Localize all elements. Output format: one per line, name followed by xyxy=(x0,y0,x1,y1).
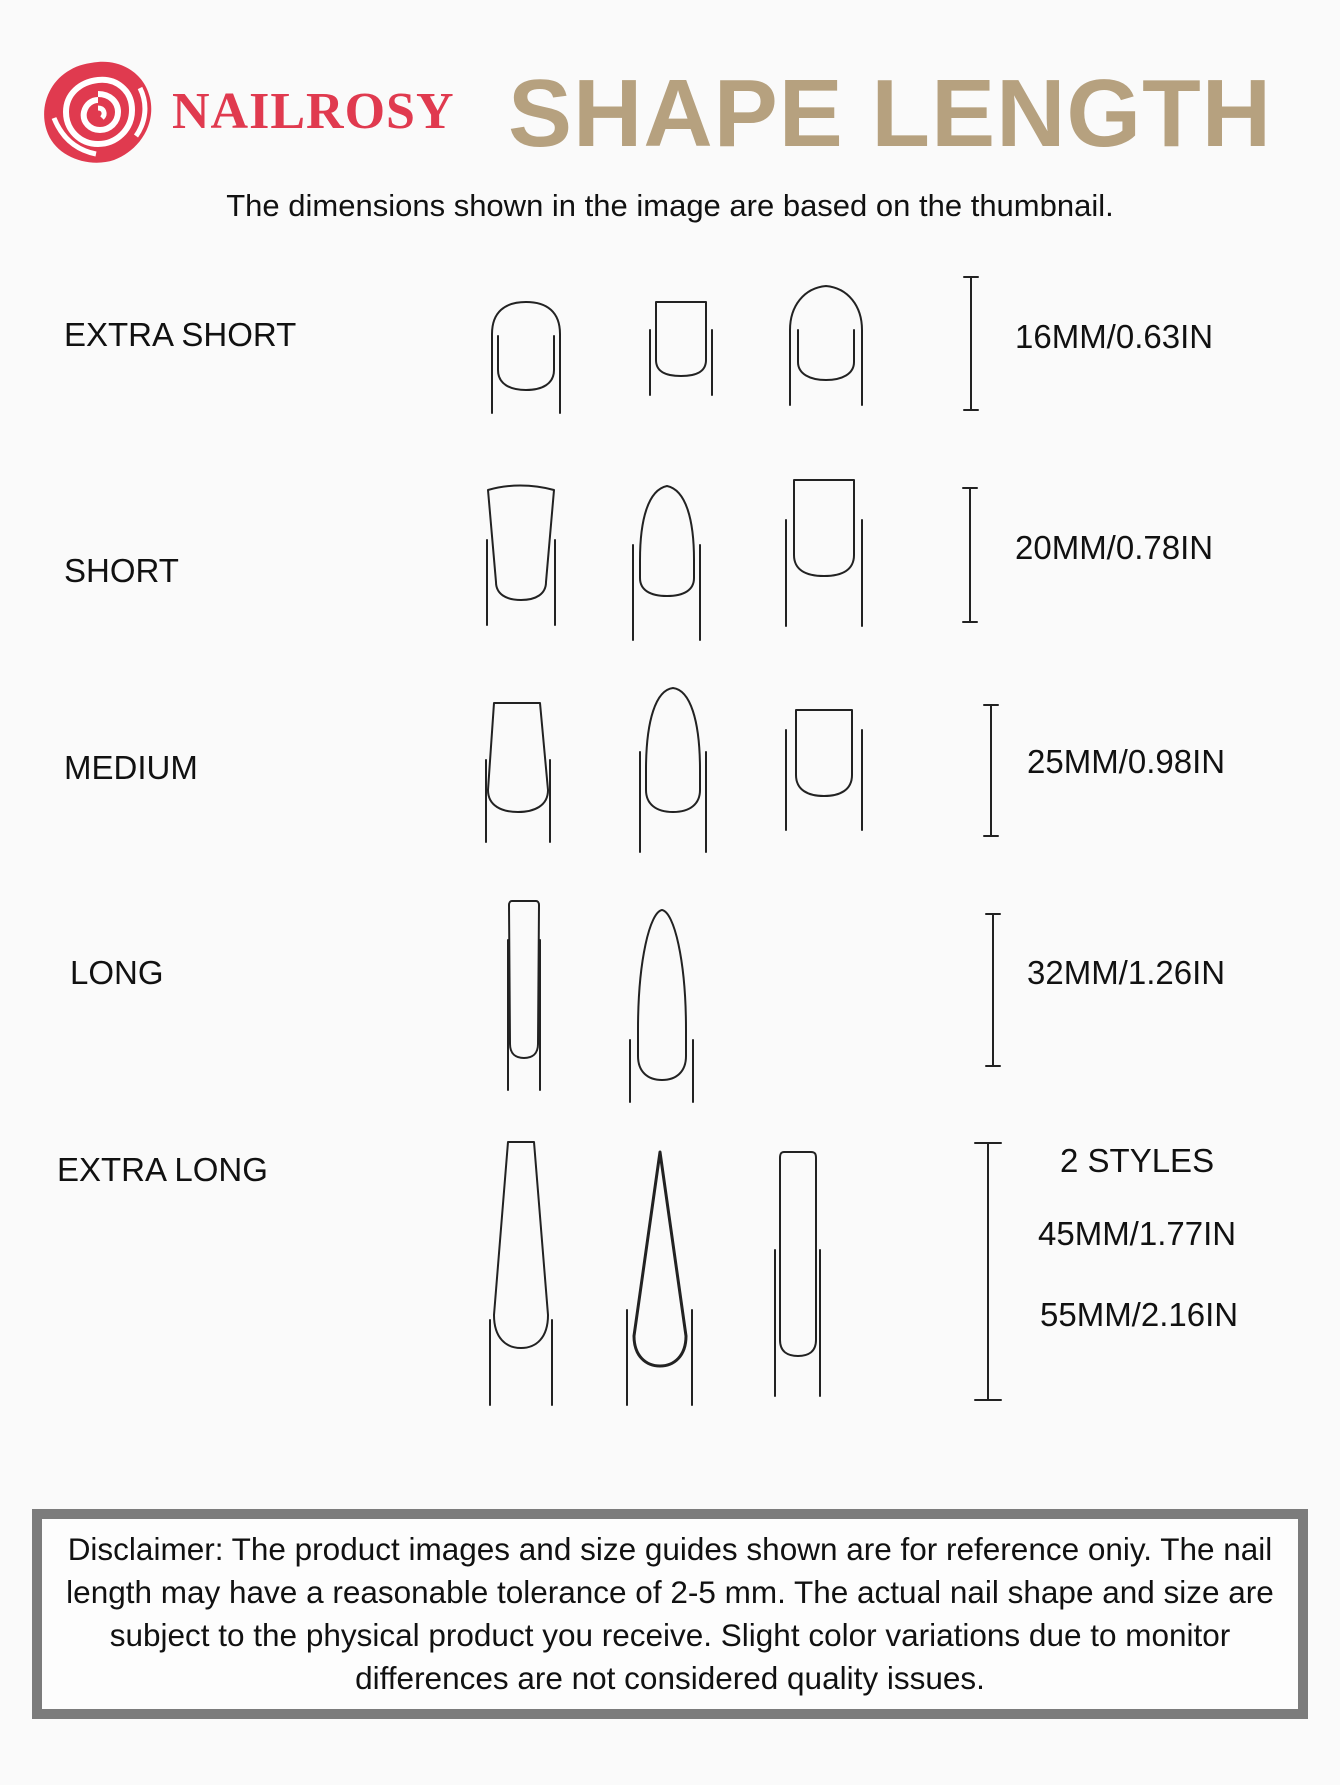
length-bar-short xyxy=(963,488,977,622)
nail-oval-extra-short xyxy=(790,286,862,405)
length-bar-extra-short xyxy=(964,277,978,410)
length-bar-extra-long xyxy=(975,1143,1001,1400)
nail-almond-short xyxy=(633,486,700,640)
row-label-medium: MEDIUM xyxy=(64,749,198,786)
nail-square-extra-short xyxy=(650,302,712,395)
size-extra-long-55: 55MM/2.16IN xyxy=(1040,1296,1239,1333)
size-short: 20MM/0.78IN xyxy=(1015,529,1214,566)
nail-almond-medium xyxy=(640,688,706,852)
brand-name: NAILROSY xyxy=(172,83,455,140)
row-label-long: LONG xyxy=(70,954,164,991)
subtitle: The dimensions shown in the image are based on the thumbnail. xyxy=(226,188,1114,223)
nail-square-medium xyxy=(786,710,862,830)
length-bar-medium xyxy=(984,705,998,836)
nail-square-extra-long xyxy=(775,1152,820,1396)
length-bar-long xyxy=(986,914,1000,1066)
nail-coffin-medium xyxy=(486,703,550,842)
size-medium: 25MM/0.98IN xyxy=(1027,743,1226,780)
nail-square-short xyxy=(786,480,862,626)
page-title: SHAPE LENGTH xyxy=(508,60,1273,167)
disclaimer-text: Disclaimer: The product images and size guides shown are for reference oniy. The nail length may have a reasonable tolerance of 2-5 mm. The actual nail shape and size are subject to the physical product you receive. Slight color variations due to monitor differences are not considered quality issues. xyxy=(66,1531,1274,1696)
row-label-short: SHORT xyxy=(64,552,179,589)
nail-coffin-extra-long xyxy=(490,1142,552,1405)
disclaimer-box xyxy=(32,1509,1308,1719)
row-label-extra-long: EXTRA LONG xyxy=(57,1151,268,1188)
nail-round-extra-short xyxy=(492,302,560,413)
size-extra-long-45: 45MM/1.77IN xyxy=(1038,1215,1237,1252)
nail-stiletto-extra-long xyxy=(627,1152,692,1405)
nail-almond-long xyxy=(630,910,693,1102)
size-long: 32MM/1.26IN xyxy=(1027,954,1226,991)
size-extra-long-styles: 2 STYLES xyxy=(1060,1142,1215,1179)
nail-coffin-long xyxy=(508,901,540,1090)
nail-coffin-short xyxy=(487,486,555,626)
row-label-extra-short: EXTRA SHORT xyxy=(64,316,297,353)
size-extra-short: 16MM/0.63IN xyxy=(1015,318,1214,355)
